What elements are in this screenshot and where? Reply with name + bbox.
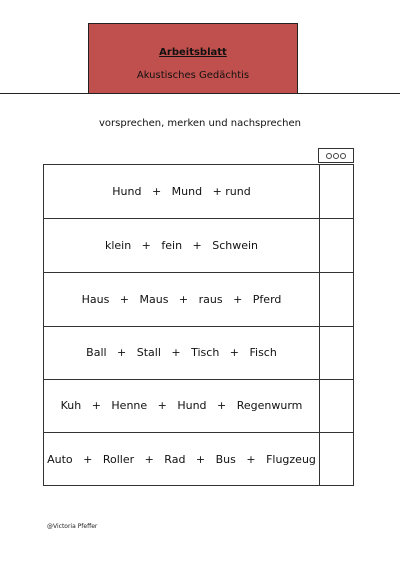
- rating-smileys-box: [318, 148, 354, 163]
- check-cell[interactable]: [319, 379, 353, 432]
- check-cell[interactable]: [319, 326, 353, 379]
- word-sequence: Kuh + Henne + Hund + Regenwurm: [60, 399, 303, 412]
- table-row: [44, 379, 353, 433]
- header-rule: [0, 93, 400, 94]
- table-row: [44, 219, 353, 273]
- table-row: [44, 326, 353, 380]
- table-row: [44, 432, 353, 486]
- instruction-text: vorsprechen, merken und nachsprechen: [99, 118, 301, 129]
- word-sequence: klein + fein + Schwein: [104, 239, 259, 252]
- check-cell[interactable]: [319, 273, 353, 326]
- word-sequence: Ball + Stall + Tisch + Fisch: [86, 346, 277, 359]
- word-sequence: Haus + Maus + raus + Pferd: [81, 293, 282, 306]
- worksheet-subtitle: Akustisches Gedächtis: [136, 70, 250, 81]
- author-credit: @Victoria Pfeffer: [47, 523, 98, 530]
- table-row: [44, 273, 353, 327]
- worksheet-title: Arbeitsblatt: [159, 47, 227, 58]
- check-cell[interactable]: [319, 165, 353, 218]
- word-table: [43, 164, 354, 486]
- smiley-icon-3: [340, 153, 346, 159]
- header-box: [88, 23, 298, 93]
- check-cell[interactable]: [319, 432, 353, 486]
- check-cell[interactable]: [319, 219, 353, 272]
- smiley-icon-2: [333, 153, 339, 159]
- table-row: [44, 165, 353, 219]
- word-sequence: Auto + Roller + Rad + Bus + Flugzeug: [47, 452, 316, 466]
- smiley-icon-1: [326, 153, 332, 159]
- word-sequence: Hund + Mund + rund: [112, 185, 251, 198]
